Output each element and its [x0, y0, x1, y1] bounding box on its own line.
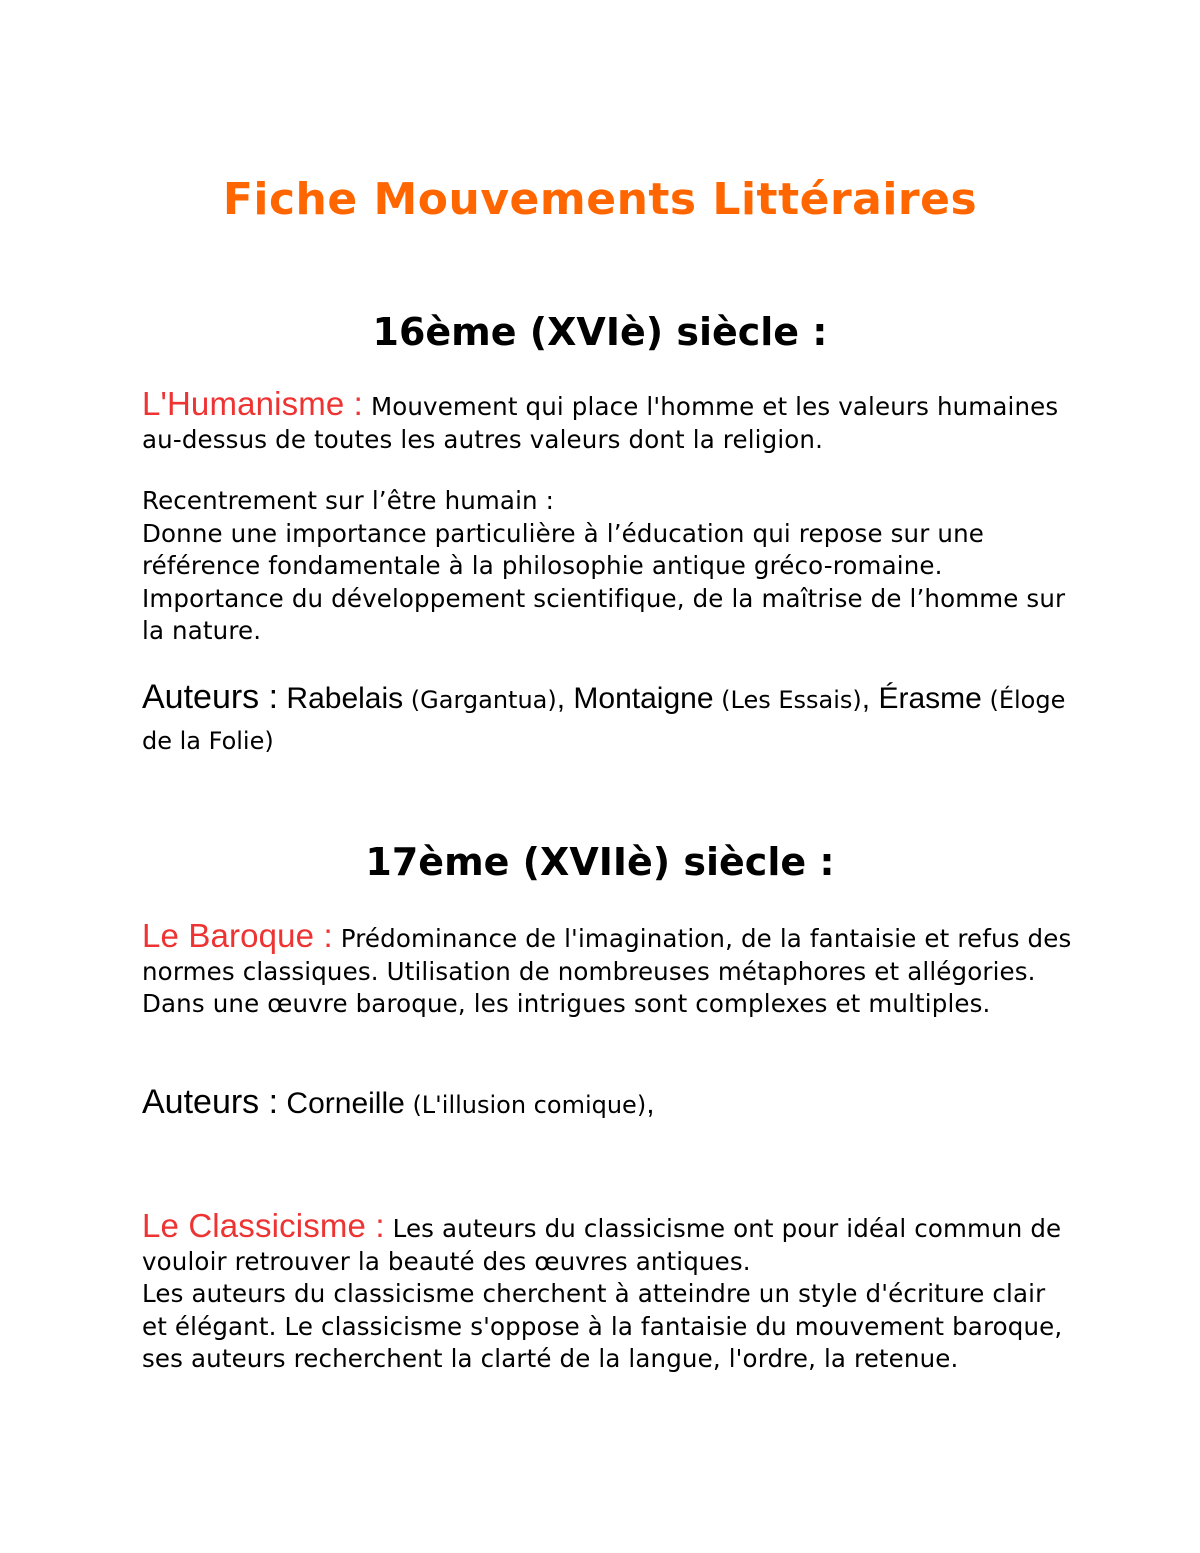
author-name: Rabelais [278, 682, 404, 715]
author-work: (L'illusion comique) [404, 1091, 647, 1119]
movement-name-classicisme: Le Classicisme : [142, 1207, 385, 1244]
author-name: Corneille [278, 1087, 405, 1120]
humanisme-paragraph [142, 385, 1072, 456]
author-separator: , [646, 1087, 655, 1120]
author-separator: , [556, 682, 574, 715]
authors-16 [142, 677, 1072, 761]
classicisme-details: Les auteurs du classicisme cherchent à atteindre un style d'écriture clair et élégant. Le classicisme s'oppose à la fantaisie du mouvement baroque, ses auteurs recherchent la clarté de la langue, l'ordre, la retenue. [142, 1279, 1063, 1373]
baroque-paragraph [142, 917, 1072, 1021]
classicisme-intro-line [142, 1207, 1072, 1278]
century-heading-17: 17ème (XVIIè) siècle : [365, 840, 835, 884]
baroque-intro: Prédominance de l'imagination, de la fantaisie et refus des normes classiques. Utilisation de nombreuses métaphores et allégories. Dans une œuvre baroque, les intrigues sont complexes et multiples. [142, 924, 1072, 1018]
document-title: Fiche Mouvements Littéraires [222, 174, 978, 225]
humanisme-details [142, 485, 1072, 648]
movement-name-humanisme: L'Humanisme : [142, 385, 363, 422]
authors-label-17: Auteurs : [142, 1083, 279, 1121]
century-heading-16: 16ème (XVIè) siècle : [372, 310, 828, 354]
authors-17 [142, 1082, 1072, 1125]
humanisme-details-text: Donne une importance particulière à l’éducation qui repose sur une référence fondamentale à la philosophie antique gréco-romaine. Importance du développement scientifique, de la maîtrise de l’homme sur la nature. [142, 518, 1066, 645]
classicisme-paragraph [142, 1207, 1072, 1376]
author-name: Érasme [878, 682, 982, 715]
humanisme-details-heading: Recentrement sur l’être humain : [142, 486, 555, 515]
author-work: (Éloge de la Folie) [142, 686, 1066, 755]
author-name: Montaigne [573, 682, 714, 715]
author-work: (Les Essais) [713, 686, 862, 714]
movement-name-baroque: Le Baroque : [142, 917, 333, 954]
authors-label-16: Auteurs : [142, 678, 279, 716]
humanisme-intro: Mouvement qui place l'homme et les valeurs humaines au-dessus de toutes les autres valeurs dont la religion. [142, 392, 1059, 454]
author-separator: , [861, 682, 879, 715]
classicisme-intro: Les auteurs du classicisme ont pour idéal commun de vouloir retrouver la beauté des œuvres antiques. [142, 1214, 1062, 1276]
author-work: (Gargantua) [403, 686, 557, 714]
